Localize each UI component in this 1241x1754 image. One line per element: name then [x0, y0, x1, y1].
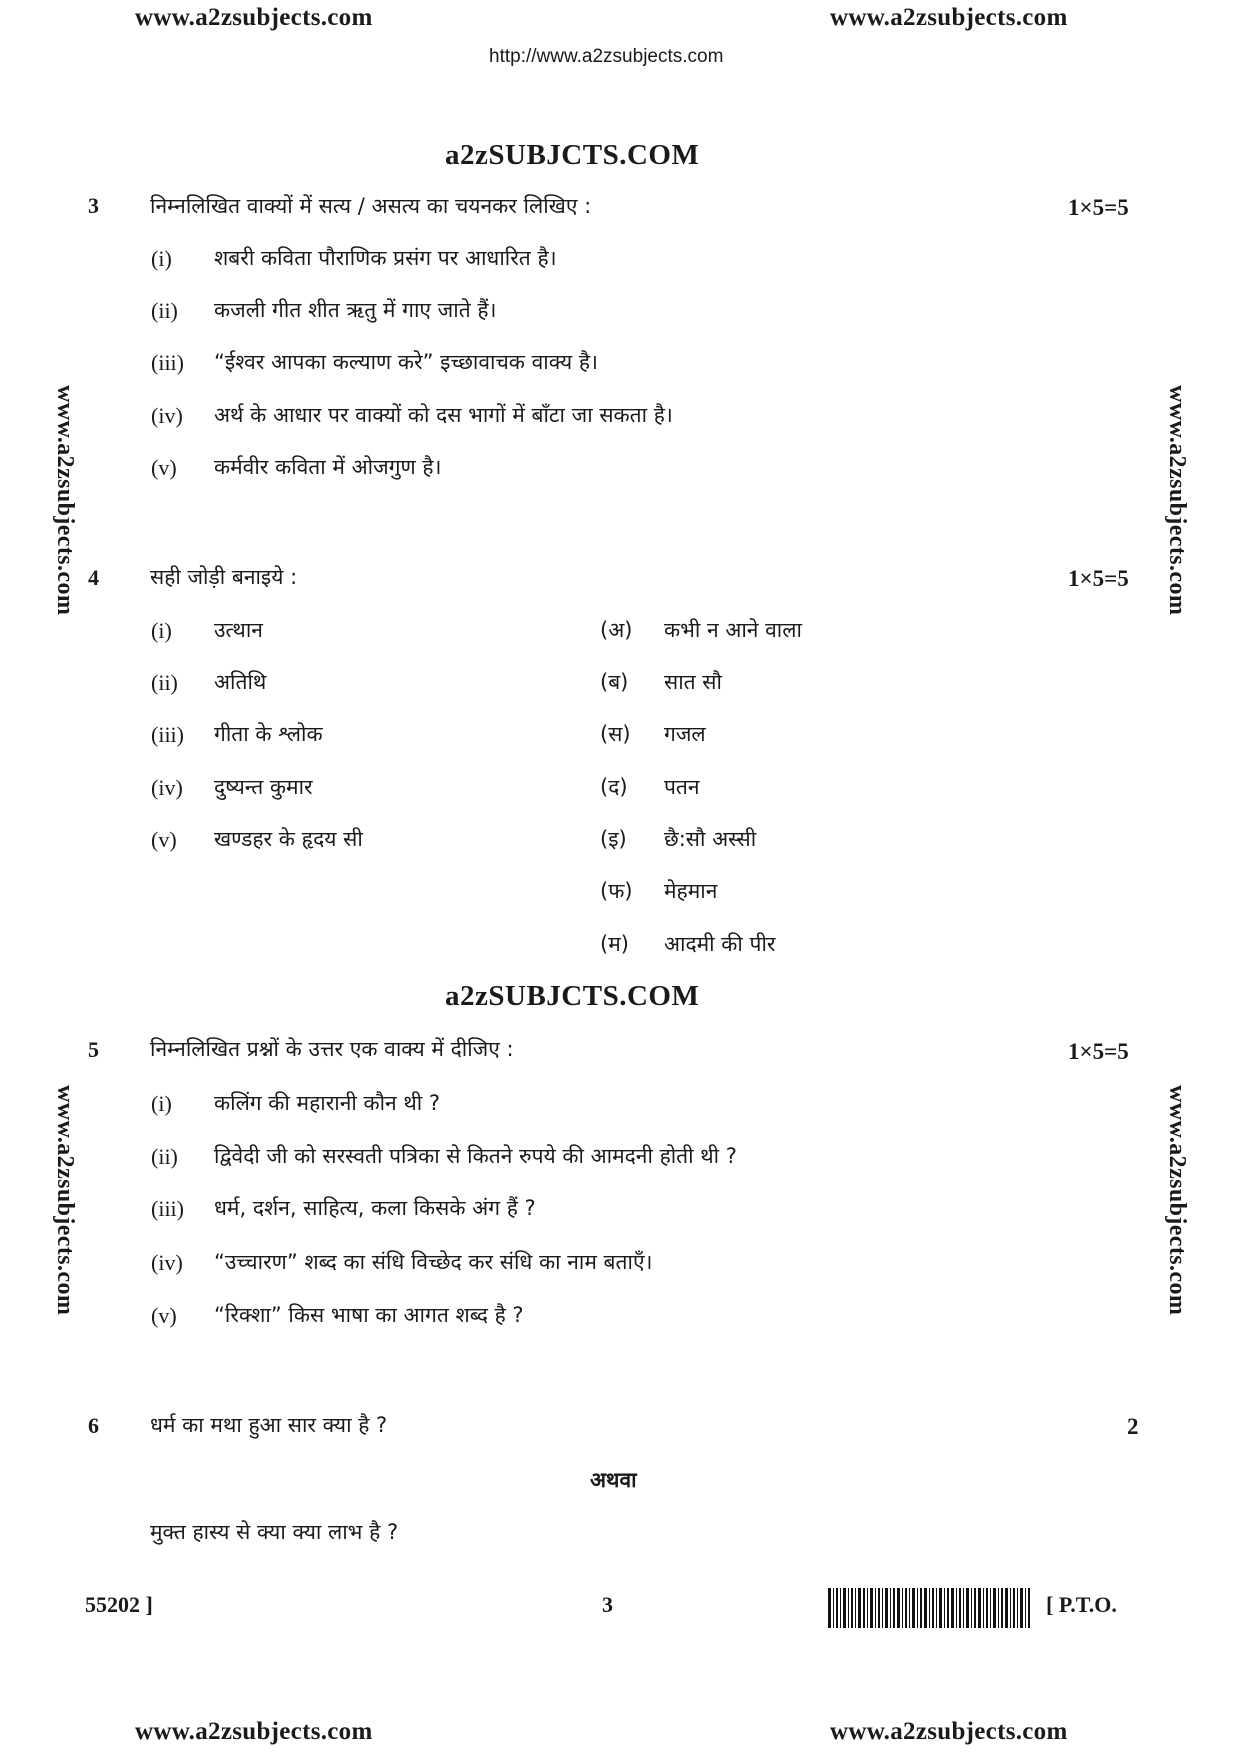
- match-right-label: (स): [600, 722, 631, 746]
- item-text: “उच्चारण” शब्द का संधि विच्छेद कर संधि का नाम बताएँ।: [214, 1250, 653, 1274]
- page-number: 3: [602, 1592, 613, 1617]
- match-right-text: छै:सौ अस्सी: [664, 827, 757, 851]
- question-text: निम्नलिखित प्रश्नों के उत्तर एक वाक्य में दीजिए :: [150, 1037, 514, 1061]
- item-label: (v): [151, 455, 177, 480]
- item-label: (i): [151, 1091, 172, 1116]
- item-label: (i): [151, 246, 172, 271]
- question-marks: 1×5=5: [1068, 566, 1129, 591]
- match-right-text: मेहमान: [664, 879, 718, 903]
- item-label: (iv): [151, 403, 183, 428]
- match-right-label: (फ): [600, 879, 633, 903]
- barcode: [828, 1588, 1030, 1628]
- match-right-label: (ब): [600, 670, 629, 694]
- item-label: (ii): [151, 1144, 178, 1169]
- match-left-label: (ii): [151, 670, 178, 695]
- item-text: धर्म, दर्शन, साहित्य, कला किसके अंग हैं ?: [214, 1196, 536, 1220]
- footer-site-right: www.a2zsubjects.com: [830, 1718, 1068, 1745]
- match-right-label: (म): [600, 932, 629, 956]
- pto-label: [ P.T.O.: [1046, 1592, 1117, 1617]
- item-label: (ii): [151, 298, 178, 323]
- question-marks: 2: [1127, 1414, 1139, 1439]
- side-watermark-right-1: www.a2zsubjects.com: [1164, 385, 1190, 616]
- item-text: द्विवेदी जी को सरस्वती पत्रिका से कितने रुपये की आमदनी होती थी ?: [214, 1144, 737, 1168]
- alternate-question-text: मुक्त हास्य से क्या क्या लाभ है ?: [150, 1520, 399, 1544]
- match-right-label: (इ): [600, 827, 627, 851]
- banner: a2zSUBJCTS.COM: [445, 980, 700, 1012]
- item-text: “ईश्वर आपका कल्याण करे” इच्छावाचक वाक्य है।: [214, 350, 598, 374]
- match-left-label: (iv): [151, 775, 183, 800]
- match-right-text: गजल: [664, 722, 706, 746]
- item-text: अर्थ के आधार पर वाक्यों को दस भागों में बाँटा जा सकता है।: [214, 403, 673, 427]
- match-left-text: उत्थान: [214, 618, 263, 642]
- match-left-label: (iii): [151, 722, 184, 747]
- item-text: कलिंग की महारानी कौन थी ?: [214, 1091, 441, 1115]
- footer-site-left: www.a2zsubjects.com: [135, 1718, 373, 1745]
- item-label: (iii): [151, 1196, 184, 1221]
- side-watermark-left-1: www.a2zsubjects.com: [52, 385, 78, 616]
- item-text: शबरी कविता पौराणिक प्रसंग पर आधारित है।: [214, 246, 557, 270]
- banner: a2zSUBJCTS.COM: [445, 139, 700, 171]
- match-left-label: (i): [151, 618, 172, 643]
- side-watermark-right-2: www.a2zsubjects.com: [1164, 1085, 1190, 1316]
- match-right-label: (द): [600, 775, 628, 799]
- header-url[interactable]: http://www.a2zsubjects.com: [489, 46, 724, 67]
- paper-code: 55202 ]: [85, 1592, 153, 1617]
- item-label: (iv): [151, 1250, 183, 1275]
- question-number: 3: [88, 193, 99, 218]
- match-left-text: गीता के श्लोक: [214, 722, 323, 746]
- item-text: “रिक्शा” किस भाषा का आगत शब्द है ?: [214, 1303, 524, 1327]
- match-left-text: अतिथि: [214, 670, 267, 694]
- match-left-label: (v): [151, 827, 177, 852]
- match-left-text: खण्डहर के हृदय सी: [214, 827, 363, 851]
- side-watermark-left-2: www.a2zsubjects.com: [52, 1085, 78, 1316]
- or-label: अथवा: [590, 1468, 637, 1492]
- item-text: कर्मवीर कविता में ओजगुण है।: [214, 455, 442, 479]
- question-marks: 1×5=5: [1068, 1039, 1129, 1064]
- question-number: 6: [88, 1413, 99, 1438]
- match-left-text: दुष्यन्त कुमार: [214, 775, 313, 799]
- match-right-text: पतन: [664, 775, 700, 799]
- item-text: कजली गीत शीत ऋतु में गाए जाते हैं।: [214, 298, 497, 322]
- match-right-text: आदमी की पीर: [664, 932, 776, 956]
- question-text: सही जोड़ी बनाइये :: [150, 565, 298, 589]
- match-right-text: सात सौ: [664, 670, 722, 694]
- question-number: 5: [88, 1037, 99, 1062]
- item-label: (v): [151, 1303, 177, 1328]
- question-marks: 1×5=5: [1068, 195, 1129, 220]
- item-label: (iii): [151, 350, 184, 375]
- match-right-text: कभी न आने वाला: [664, 618, 802, 642]
- header-site-left: www.a2zsubjects.com: [135, 4, 373, 31]
- question-number: 4: [88, 565, 99, 590]
- header-site-right: www.a2zsubjects.com: [830, 4, 1068, 31]
- question-text: निम्नलिखित वाक्यों में सत्य / असत्य का चयनकर लिखिए :: [150, 194, 592, 218]
- question-text: धर्म का मथा हुआ सार क्या है ?: [150, 1413, 388, 1437]
- match-right-label: (अ): [600, 618, 633, 642]
